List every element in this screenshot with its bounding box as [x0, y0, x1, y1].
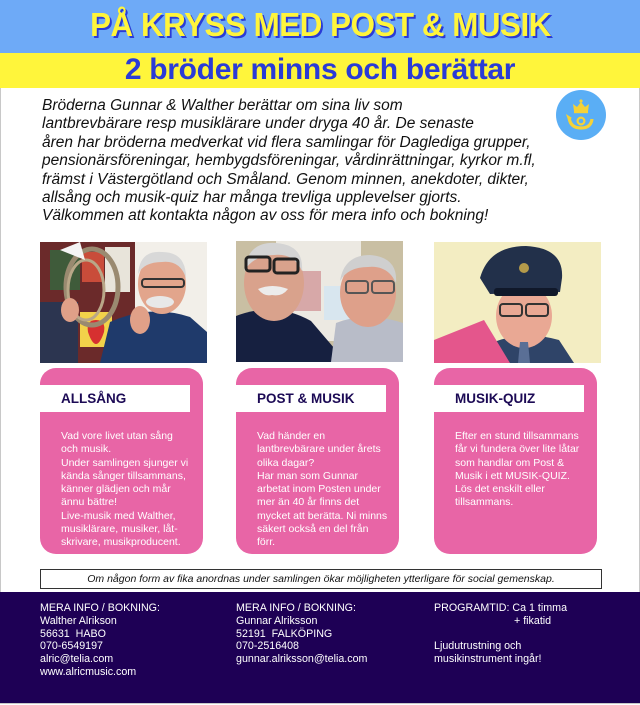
intro-line: pensionärsföreningar, hembygdsföreningar, vårdinrättningar, kyrkor m.fl, — [42, 152, 536, 170]
card-header — [40, 385, 190, 412]
card-line: mycket att berätta. Ni minns — [257, 509, 388, 522]
footer — [0, 592, 640, 703]
program-equipment: Ljudutrustning och — [434, 640, 522, 653]
intro-line: Bröderna Gunnar & Walther berättar om sina liv som — [42, 97, 403, 114]
card-title: MUSIK-QUIZ — [455, 391, 536, 406]
card-line: ännu bättre! — [61, 496, 118, 509]
card-musik-quiz — [434, 368, 597, 554]
contact-city: 52191 FALKÖPING — [236, 627, 333, 640]
card-line: mer än 40 år finns det — [257, 496, 360, 509]
contact-walther — [40, 602, 160, 679]
intro-line: lantbrevbärare resp musiklärare under dryga 40 år. De senaste — [42, 115, 474, 133]
fika-note: Om någon form av fika anordnas under samlingen ökar möjligheten ytterligare för social gemenskap. — [40, 569, 602, 589]
card-header — [236, 385, 386, 412]
card-body — [257, 430, 405, 550]
posthorn-crown-icon — [556, 90, 606, 140]
contact-city: 56631 HABO — [40, 627, 106, 640]
card-line: Vad vore livet utan sång — [61, 430, 173, 442]
card-title: ALLSÅNG — [61, 391, 127, 406]
intro-line: Välkommen att kontakta någon av oss för mera info och bokning! — [42, 207, 489, 225]
page-subtitle: 2 bröder minns och berättar — [124, 53, 516, 86]
program-info — [434, 602, 567, 666]
card-line: Musik i ett MUSIK-QUIZ. — [455, 469, 570, 482]
contact-gunnar — [236, 602, 367, 666]
card-line: och musik. — [61, 443, 112, 456]
card-line: Lös det enskilt eller — [455, 483, 545, 496]
card-line: tillsammans. — [455, 496, 514, 509]
page-title: PÅ KRYSS MED POST & MUSIK — [89, 6, 551, 43]
card-line: skrivare, musikproducent. — [61, 536, 181, 549]
card-line: Efter en stund tillsammans — [455, 430, 579, 442]
contact-email[interactable]: gunnar.alriksson@telia.com — [236, 653, 368, 666]
contact-website[interactable]: www.alricmusic.com — [40, 665, 137, 678]
contact-phone: 070-6549197 — [40, 640, 103, 653]
card-line: Live-musik med Walther, — [61, 509, 176, 522]
card-line: musiklärare, musiker, låt- — [61, 523, 178, 536]
card-body — [455, 430, 603, 510]
two-brothers-photo — [236, 241, 403, 362]
card-line: Under samlingen sjunger vi — [61, 456, 189, 469]
man-in-postman-cap-photo — [434, 242, 601, 363]
contact-heading: MERA INFO / BOKNING: — [236, 602, 356, 614]
card-post-musik — [236, 368, 399, 554]
card-line: olika dagar? — [257, 456, 315, 469]
intro-line: allsång och musik-quiz har många trevliga upplevelser gjorts. — [42, 189, 462, 207]
card-title: POST & MUSIK — [257, 391, 355, 406]
card-line: känner glädjen och mår — [61, 483, 171, 496]
program-time: PROGRAMTID: Ca 1 timma — [434, 602, 568, 614]
intro-line: främst i Västergötland och Småland. Genom minnen, anekdoter, dikter, — [42, 170, 529, 188]
subtitle-banner — [0, 53, 640, 88]
card-line: lantbrevbärare under årets — [257, 443, 381, 456]
contact-name: Gunnar Alriksson — [236, 614, 318, 627]
title-banner — [0, 0, 640, 53]
card-allsang — [40, 368, 203, 554]
program-fika: + fikatid — [514, 614, 552, 627]
man-with-posthorn-photo — [40, 242, 207, 363]
intro-text — [42, 97, 582, 226]
contact-phone: 070-2516408 — [236, 640, 299, 653]
contact-email[interactable]: alric@telia.com — [40, 653, 114, 666]
card-line: Har man som Gunnar — [257, 469, 358, 482]
card-line: kända sånger tillsammans, — [61, 469, 186, 482]
intro-line: åren har bröderna medverkat vid flera samlingar för Daglediga grupper, — [42, 133, 531, 151]
card-line: som handlar om Post & — [455, 456, 565, 469]
contact-heading: MERA INFO / BOKNING: — [40, 602, 160, 614]
card-line: får vi fundera över lite låtar — [455, 443, 580, 456]
card-line: säkert också en del från — [257, 523, 369, 536]
card-line: förr. — [257, 536, 276, 549]
program-equipment: musikinstrument ingår! — [434, 653, 542, 666]
card-line: arbetat inom Posten under — [257, 483, 381, 496]
card-body — [61, 430, 209, 550]
card-line: Vad händer en — [257, 430, 326, 442]
contact-name: Walther Alrikson — [40, 614, 117, 627]
card-header — [434, 385, 584, 412]
